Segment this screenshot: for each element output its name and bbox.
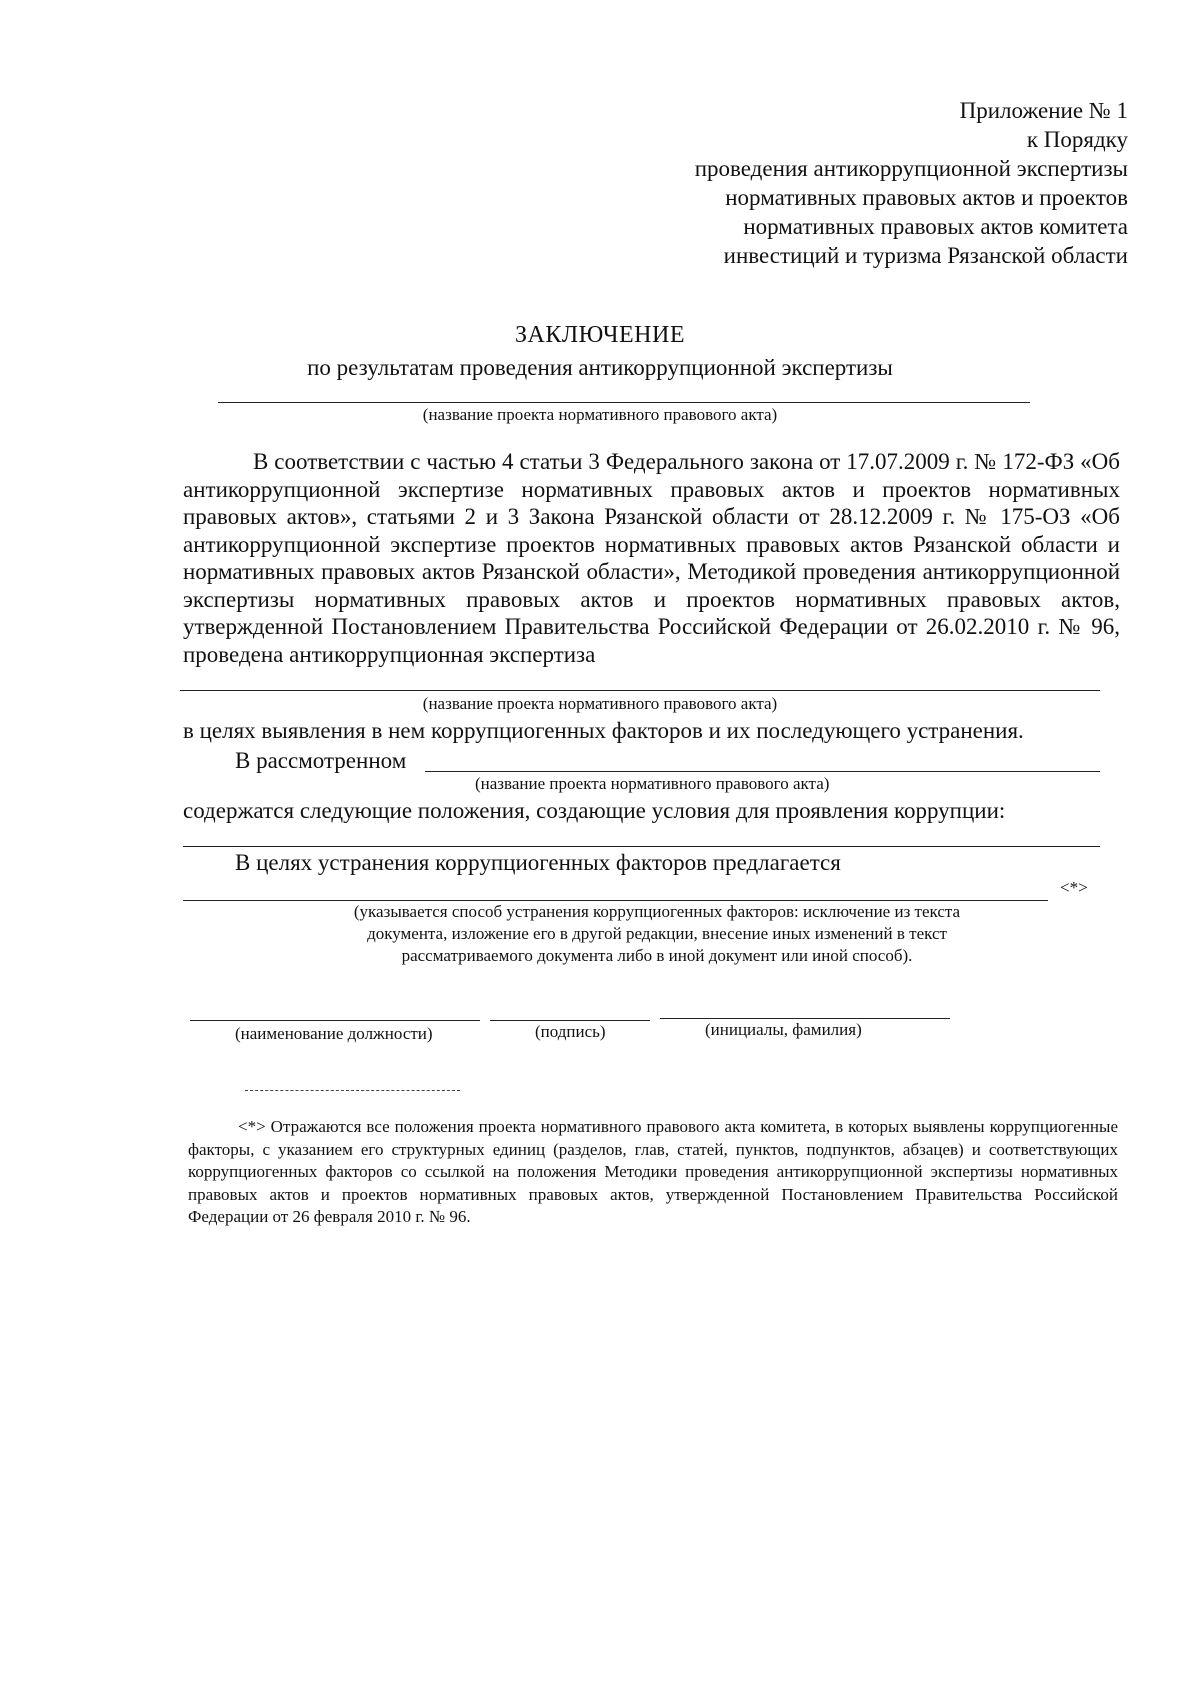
appendix-number: Приложение № 1 <box>959 98 1128 123</box>
appendix-header <box>695 96 1128 270</box>
appendix-line: нормативных правовых актов и проектов <box>725 185 1128 210</box>
appendix-line: проведения антикоррупционной экспертизы <box>694 156 1128 181</box>
footnote-separator <box>245 1090 460 1091</box>
reviewed-label: В рассмотренном <box>235 748 407 773</box>
document-subtitle: по результатам проведения антикоррупционной экспертизы <box>307 355 893 380</box>
purpose-line: в целях выявления в нем коррупциогенных факторов и их последующего устранения. <box>183 718 1024 743</box>
appendix-line: к Порядку <box>1026 127 1128 152</box>
position-field-line <box>190 1020 480 1021</box>
signature-field-line <box>490 1020 650 1021</box>
main-paragraph: В соответствии с частью 4 статьи 3 Федерального закона от 17.07.2009 г. № 172-ФЗ «Об антикоррупционной экспертизе нормативных правовых актов и проектов нормативных правовых актов», статьями 2 и 3 Закона Рязанской области от 28.12.2009 г. № 175-ОЗ «Об антикоррупционной экспертизе проектов нормативных правовых актов Рязанской области и нормативных правовых актов Рязанской области», Методикой проведения антикоррупционной экспертизы нормативных правовых актов и проектов нормативных правовых актов, утвержденной Постановлением Правительства Российской Федерации от 26.02.2010 г. № 96, проведена антикоррупционная экспертиза <box>183 449 1120 667</box>
act-name-caption: (название проекта нормативного правового акта) <box>422 405 778 424</box>
position-label: (наименование должности) <box>235 1024 433 1043</box>
method-note: (указывается способ устранения коррупциогенных факторов: исключение из текста документа, изложение его в другой редакции, внесение иных изменений в текст рассматриваемого документа либо в иной документ или иной способ). <box>353 902 961 965</box>
name-field-line <box>660 1018 950 1019</box>
reviewed-act-field-line <box>425 771 1100 772</box>
act-name-caption: (название проекта нормативного правового акта) <box>475 774 830 793</box>
footnote-text: <*> Отражаются все положения проекта нормативного правового акта комитета, в которых выявлены коррупциогенные факторы, с указанием его структурных единиц (разделов, глав, статей, пунктов, подпунктов, абзацев) и соответствующих коррупциогенных факторов со ссылкой на положения Методики проведения антикоррупционной экспертизы нормативных правовых актов и проектов нормативных правовых актов, утвержденной Постановлением Правительства Российской Федерации от 26 февраля 2010 г. № 96. <box>188 1117 1118 1226</box>
footnote-marker: <*> <box>1060 878 1088 897</box>
act-name-field-line <box>180 690 1100 691</box>
contains-line: содержатся следующие положения, создающие условия для проявления коррупции: <box>183 798 1006 823</box>
elimination-line: В целях устранения коррупциогенных факторов предлагается <box>235 850 841 875</box>
act-name-caption: (название проекта нормативного правового акта) <box>422 694 778 713</box>
signature-label: (подпись) <box>535 1022 606 1041</box>
provisions-field-line <box>183 846 1100 847</box>
name-label: (инициалы, фамилия) <box>705 1020 862 1039</box>
document-title: ЗАКЛЮЧЕНИЕ <box>515 322 685 348</box>
appendix-line: нормативных правовых актов комитета <box>743 214 1128 239</box>
act-name-field-line <box>218 402 1030 403</box>
appendix-line: инвестиций и туризма Рязанской области <box>723 243 1128 268</box>
